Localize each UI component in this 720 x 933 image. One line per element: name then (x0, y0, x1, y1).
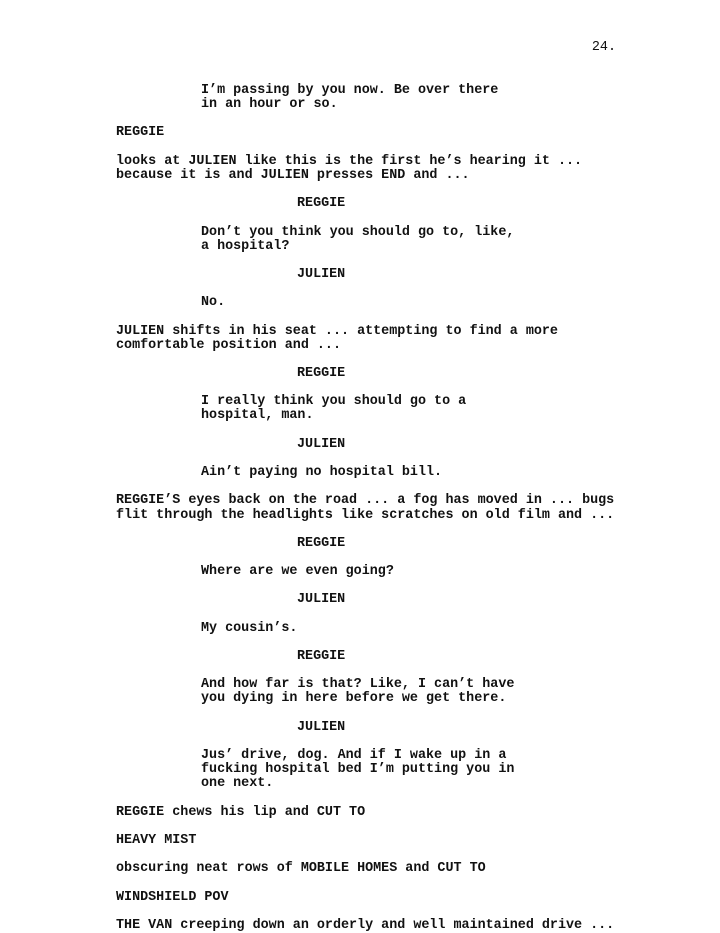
dialogue-line: a hospital? (201, 238, 290, 254)
dialogue-line: No. (201, 295, 226, 311)
dialogue-line: I’m passing by you now. Be over there (201, 83, 499, 98)
character-cue: REGGIE (297, 649, 346, 664)
dialogue-line: one next. (201, 776, 274, 792)
dialogue-line: Ain’t paying no hospital bill. (201, 465, 443, 481)
action-line: flit through the headlights like scratches on old film and ... (116, 507, 615, 523)
action-line: JULIEN shifts in his seat ... attempting to find a more (116, 323, 558, 339)
action-line: HEAVY MIST (116, 832, 197, 848)
character-cue: JULIEN (297, 719, 346, 735)
page-number: 24. (591, 40, 616, 55)
dialogue-line: fucking hospital bed I’m putting you in (201, 762, 515, 778)
dialogue-line: My cousin’s. (201, 620, 298, 636)
dialogue-line: in an hour or so. (201, 97, 338, 113)
action-line: REGGIE (116, 125, 165, 141)
dialogue-line: hospital, man. (201, 408, 314, 424)
dialogue-line: Jus’ drive, dog. And if I wake up in a (201, 748, 507, 764)
dialogue-line: you dying in here before we get there. (201, 691, 507, 707)
character-cue: JULIEN (297, 436, 346, 452)
action-line: comfortable position and ... (116, 337, 341, 353)
dialogue-line: Don’t you think you should go to, like, (201, 224, 515, 240)
action-line: because it is and JULIEN presses END and ... (116, 167, 470, 183)
dialogue-line: And how far is that? Like, I can’t have (201, 677, 515, 693)
action-line: THE VAN creeping down an orderly and well maintained drive ... (116, 917, 615, 933)
action-line: obscuring neat rows of MOBILE HOMES and CUT TO (116, 861, 486, 877)
character-cue: REGGIE (297, 535, 346, 551)
dialogue-line: Where are we even going? (201, 564, 394, 580)
character-cue: REGGIE (297, 366, 346, 381)
character-cue: JULIEN (297, 266, 346, 282)
action-line: REGGIE’S eyes back on the road ... a fog has moved in ... bugs (116, 493, 615, 509)
character-cue: REGGIE (297, 196, 346, 212)
action-line: REGGIE chews his lip and CUT TO (116, 804, 366, 820)
character-cue: JULIEN (297, 592, 346, 608)
action-line: looks at JULIEN like this is the first he’s hearing it ... (116, 153, 583, 169)
action-line: WINDSHIELD POV (116, 889, 229, 905)
dialogue-line: I really think you should go to a (201, 394, 467, 410)
